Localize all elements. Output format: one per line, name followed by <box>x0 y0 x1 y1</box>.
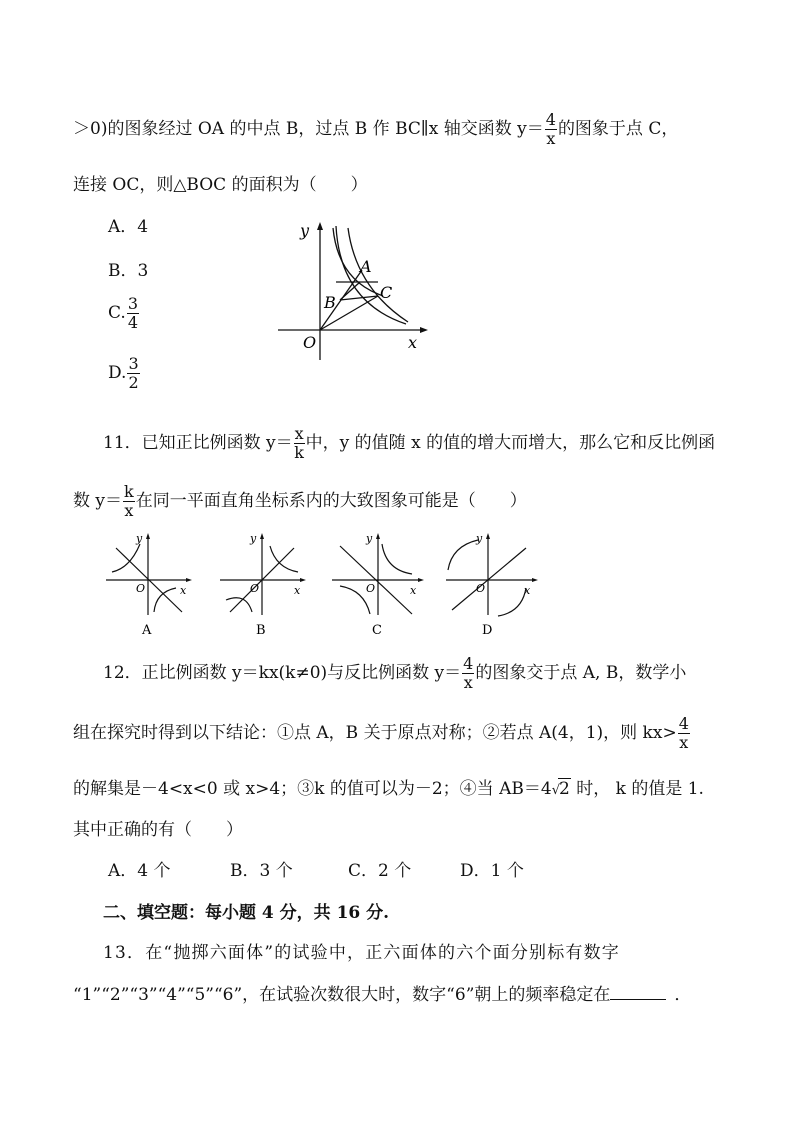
fraction <box>123 484 135 519</box>
y-arrow <box>317 222 323 230</box>
label-b: B <box>256 623 266 638</box>
text: ＞0)的图象经过 OA 的中点 B，过点 B 作 BC∥x 轴交函数 y＝ <box>73 119 544 139</box>
text: 中，y 的值随 x 的值的增大而增大，那么它和反比例函 <box>305 433 716 453</box>
numerator: 3 <box>127 294 138 313</box>
label-a: A <box>360 257 372 276</box>
q11-line2 <box>73 484 527 519</box>
numerator: 4 <box>678 714 689 733</box>
text: 的图象于点 C， <box>557 119 679 139</box>
text: 的图象交于点 A, B，数学小 <box>475 663 687 683</box>
numerator: x <box>294 424 304 443</box>
q12-option-b: B．3 个 <box>230 861 293 881</box>
q12-line3: 的解集是－4<x<0 或 x>4；③k 的值可以为－2；④当 AB＝4√2 时， k 的值是 1. <box>73 779 704 799</box>
fraction <box>294 426 305 461</box>
label-d: D <box>482 623 493 638</box>
text: 11．已知正比例函数 y＝ <box>103 433 293 453</box>
text: 数 y＝ <box>73 491 123 511</box>
fraction <box>127 356 139 391</box>
q11-graph-a <box>104 530 194 640</box>
label-c: C <box>380 283 393 302</box>
q10-option-b: B．3 <box>108 261 149 281</box>
denominator: x <box>546 129 556 148</box>
axis-y: y <box>250 532 257 545</box>
text: “1”“2”“3”“4”“5”“6”，在试验次数很大时，数字“6”朝上的频率稳定在 <box>73 985 611 1005</box>
q10-option-c <box>108 296 140 331</box>
axis-x: x <box>410 584 417 597</box>
origin: O <box>476 582 486 595</box>
option-prefix: D. <box>108 363 127 383</box>
curve-inner <box>333 228 383 296</box>
origin: O <box>250 582 260 595</box>
axis-x: x <box>180 584 187 597</box>
label-c: C <box>372 623 382 638</box>
text: 组在探究时得到以下结论：①点 A，B 关于原点对称；②若点 A(4，1)，则 kx> <box>73 723 677 743</box>
label-a: A <box>142 623 152 638</box>
q10-option-d <box>108 356 141 391</box>
numerator: 4 <box>545 110 556 129</box>
text: 时， k 的值是 1. <box>570 779 704 799</box>
q11-graph-d <box>444 530 540 640</box>
numerator: 3 <box>128 354 139 373</box>
axis-y: y <box>476 532 483 545</box>
denominator: 2 <box>128 373 139 392</box>
origin: O <box>136 582 146 595</box>
x-arrow <box>420 327 428 333</box>
fraction <box>127 296 139 331</box>
section-heading: 二、填空题：每小题 4 分，共 16 分. <box>103 903 390 923</box>
q12-line4: 其中正确的有（ ） <box>73 820 243 840</box>
denominator: 4 <box>127 313 138 332</box>
axis-x: x <box>524 584 531 597</box>
label-b: B <box>324 293 336 312</box>
q13-line2 <box>73 980 691 1005</box>
answer-blank[interactable] <box>610 985 666 1000</box>
label-y: y <box>300 221 310 240</box>
q12-line2 <box>73 716 691 751</box>
label-x: x <box>408 333 418 352</box>
text: 12．正比例函数 y＝kx(k≠0)与反比例函数 y＝ <box>103 663 462 683</box>
axis-y: y <box>136 532 143 545</box>
origin: O <box>366 582 376 595</box>
q10-figure <box>278 218 428 362</box>
option-prefix: C. <box>108 303 126 323</box>
q11-graph-c <box>330 530 426 640</box>
denominator: x <box>463 673 473 692</box>
text: 在同一平面直角坐标系内的大致图象可能是（ ） <box>135 491 527 511</box>
period: ． <box>674 985 692 1005</box>
q11-line1 <box>103 426 715 461</box>
numerator: k <box>124 482 134 501</box>
q10-option-a: A．4 <box>108 217 149 237</box>
q10-line1 <box>73 112 678 147</box>
axis-y: y <box>366 532 373 545</box>
fraction <box>462 656 474 691</box>
label-o: O <box>303 333 317 352</box>
q13-line1: 13．在“抛掷六面体”的试验中，正六面体的六个面分别标有数字 <box>103 943 621 963</box>
q12-option-a: A．4 个 <box>108 861 171 881</box>
denominator: x <box>124 501 134 520</box>
numerator: 4 <box>463 654 474 673</box>
text: 的解集是－4<x<0 或 x>4；③k 的值可以为－2；④当 AB＝4 <box>73 779 552 799</box>
denominator: x <box>679 733 689 752</box>
q11-graph-b <box>218 530 308 640</box>
fraction <box>678 716 690 751</box>
denominator: k <box>294 443 304 462</box>
q12-option-d: D．1 个 <box>460 861 524 881</box>
q10-line2: 连接 OC，则△BOC 的面积为（ ） <box>73 175 368 195</box>
axis-x: x <box>294 584 301 597</box>
fraction <box>545 112 557 147</box>
q12-option-c: C．2 个 <box>348 861 412 881</box>
q12-line1 <box>103 656 686 691</box>
sqrt-value: 2 <box>558 779 570 799</box>
